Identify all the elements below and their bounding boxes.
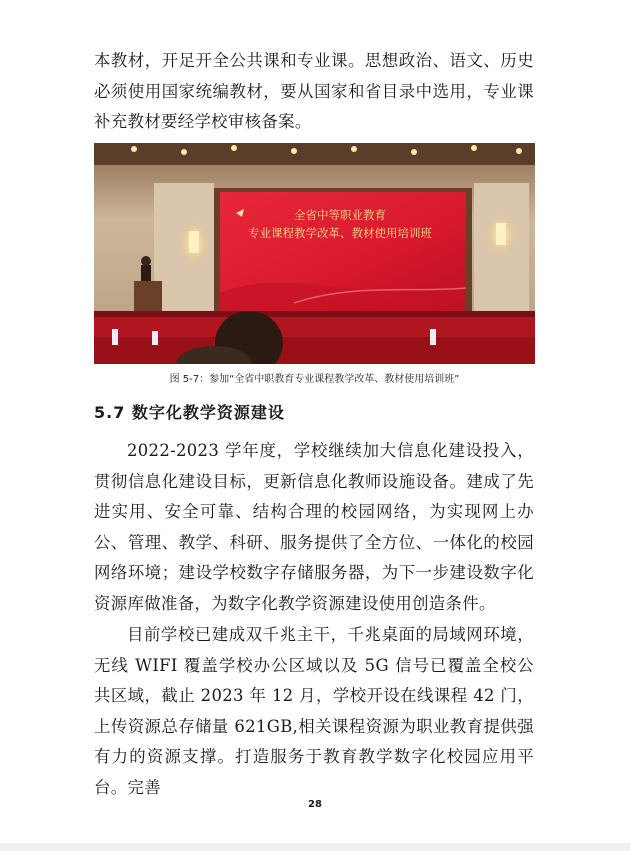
- training-photo-illustration: [94, 143, 535, 364]
- ceiling: [94, 143, 535, 165]
- page-number: 28: [308, 799, 322, 810]
- right-wall-lamp: [496, 223, 506, 245]
- screen-title-line-2: 专业课程教学改革、教材使用培训班: [248, 226, 432, 240]
- figure-caption: 图 5-7：参加“全省中职教育专业课程教学改革、教材使用培训班”: [169, 374, 460, 385]
- paragraph-textbooks: 本教材，开足开全公共课和专业课。思想政治、语文、历史必须使用国家统编教材，要从国家和省目录中选用，专业课补充教材要经学校审核备案。: [94, 51, 534, 131]
- paragraph-network: 目前学校已建成双千兆主干，千兆桌面的局域网环境，无线 WIFI 覆盖学校办公区域以及 5G 信号已覆盖全校公共区域，截止 2023 年 12 月，学校开设在线课程 42 门，上传资源总存储量 621GB,相关课程资源为职业教育提供强有力的资源支撑。打造服务于教育教学数字化校园应用平台。完善: [94, 625, 534, 797]
- speaker: [141, 265, 151, 283]
- bottom-strip: [0, 843, 630, 851]
- section-heading: 5.7 数字化教学资源建设: [94, 403, 285, 422]
- front-table: [94, 337, 535, 364]
- paragraph-informatization: 2022-2023 学年度，学校继续加大信息化建设投入，贯彻信息化建设目标，更新信息化教师设施设备。建成了先进实用、安全可靠、结构合理的校园网络，为实现网上办公、管理、教学、科研、服务提供了全方位、一体化的校园网络环境；建设学校数字存储服务器，为下一步建设数字化资源库做准备，为数字化教学资源建设使用创造条件。: [94, 441, 534, 613]
- left-wall-lamp: [189, 231, 199, 253]
- training-photo: [94, 143, 535, 364]
- screen-title-line-1: 全省中等职业教育: [294, 208, 386, 222]
